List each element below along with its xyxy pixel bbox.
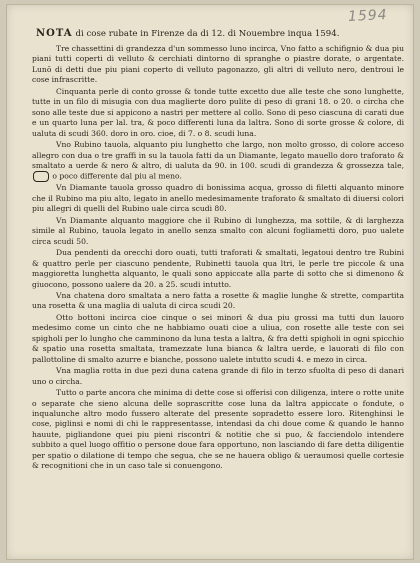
header-text: di cose rubate in Firenze da di 12. di Nouembre inqua 1594. (75, 29, 340, 39)
paragraph-ruby: Vno Rubino tauola, alquanto piu lunghetto che largo, non molto grosso, di colore acceso allegro con dua o tre graffi in su la tauola fatti da un Diamante, legato mauello doro traforato & smaltato a uerde & nero & altro, di ualuta da 90. in 100. scudi di grandezza & grossezza tale, o poco differente dal piu al meno. (32, 140, 404, 181)
paragraph-link: Vna maglia rotta in due pezi duna catena grande di filo in terzo sfuolta di peso di danari uno o circha. (32, 366, 404, 386)
document-page (6, 4, 414, 560)
paragraph-boxes: Tre chassettini di grandezza d'un sommesso luno incirca, Vno fatto a schifignio & dua piu piani tutti coperti di velluto & cerchiati dintorno di spranghe o piastre dorate, o argentate. Lunō di detti due piu piani coperto di velluto pagonazzo, gli altri di velluto nero, dentroui le cose infrascritte. (32, 44, 404, 85)
document-body (32, 44, 404, 473)
paragraph-earrings: Dua pendenti da orecchi doro ouati, tutti traforati & smaltati, legatoui dentro tre Rubini & quattro perle per ciascuno pendente, Rubinetti tauola qua ltri, le perle tre piccole & una maggioretta lunghetta alquanto, le quali sono appiccate alla parte di sotto che si dimenono & giuocono, possono ualere da 20. a 25. scudi intutto. (32, 248, 404, 289)
paragraph-chain: Vna chatena doro smaltata a nero fatta a rosette & maglie lunghe & strette, compartita una rosetta & una maglia di ualuta di circa scudi 20. (32, 290, 404, 311)
paragraph-buttons: Otto bottoni incirca cioe cinque o sei minori & dua piu grossi ma tutti dun lauoro medesimo come un cinto che ne habbiamo ouati cioe a uliua, con rosette alle teste con sei spigholi per lo lungho che camminono da luna testa a laltra, & fra detti spigholi in ogni spicchio & spatio una rosetta smaltata, tramezzate luna bianca & laltra uerde, e lauorati di filo con pallottoline di smalto azurre e bianche, possono ualete intutto scudi 4. e mezo in circa. (32, 312, 404, 364)
paragraph-pearls: Cinquanta perle di conto grosse & tonde tutte excetto due alle teste che sono lunghette, tutte in un filo di misugia con dua maglierte doro pulite di peso di grani 18. o 20. o circha che sono alle teste due si appicono a nastri per mettere al collo. Sono di peso ciascuna di carati due e un quarto luna per lal. tra, & poco differenti luna da laltra. Sono di sorte grosse & colore, di ualuta di scudi 360. doro in oro. cioe, di 7. o 8. scudi luna. (32, 86, 404, 138)
document-header (36, 28, 406, 39)
paragraph-instructions: Tutto o parte ancora che minima di dette cose si offerisi con diligenza, intere o rotte unite o separate che sieno alcuna delle soprascritte cose luna da laltra appiccate o fondute, o inqualunche altro modo fussero alterate del presente sopradetto essere loro. Ritenghinsi le cose, piglinsi e nomi di chi le rappresentasse, intendasi da chi doue come & quando le hanno hauute, pigliandone quei piu pieni riscontri & notitie che si puo, & facciendolo intendere subbito a quel luogo offitio o persone doue fara opportuno, non lasciando di fare detta diligentie per spatio o dilatione di tempo che segua, che se ne hauera obligo & ueraumosi quelle cortesie & recognitioni che in un caso tale si conuengono. (32, 388, 404, 471)
paragraph-diamond-square: Vn Diamante tauola grosso quadro di bonissima acqua, grosso di filetti alquanto minore che il Rubino ma piu alto, legato in anello medesimamente traforato & smaltato di diuersi colori piu allegri di quelli del Rubino uale circa scudi 80. (32, 183, 404, 214)
paragraph-diamond-large: Vn Diamante alquanto maggiore che il Rubino di lunghezza, ma sottile, & di larghezza simile al Rubino, tauola legato in anello senza smalto con alcuni fogliametti doro, puo ualete circa scudi 50. (32, 215, 404, 246)
handwritten-note: 1594 (347, 6, 389, 26)
header-nota: NOTA (36, 28, 73, 39)
ruby-size-outline-icon (33, 171, 49, 182)
